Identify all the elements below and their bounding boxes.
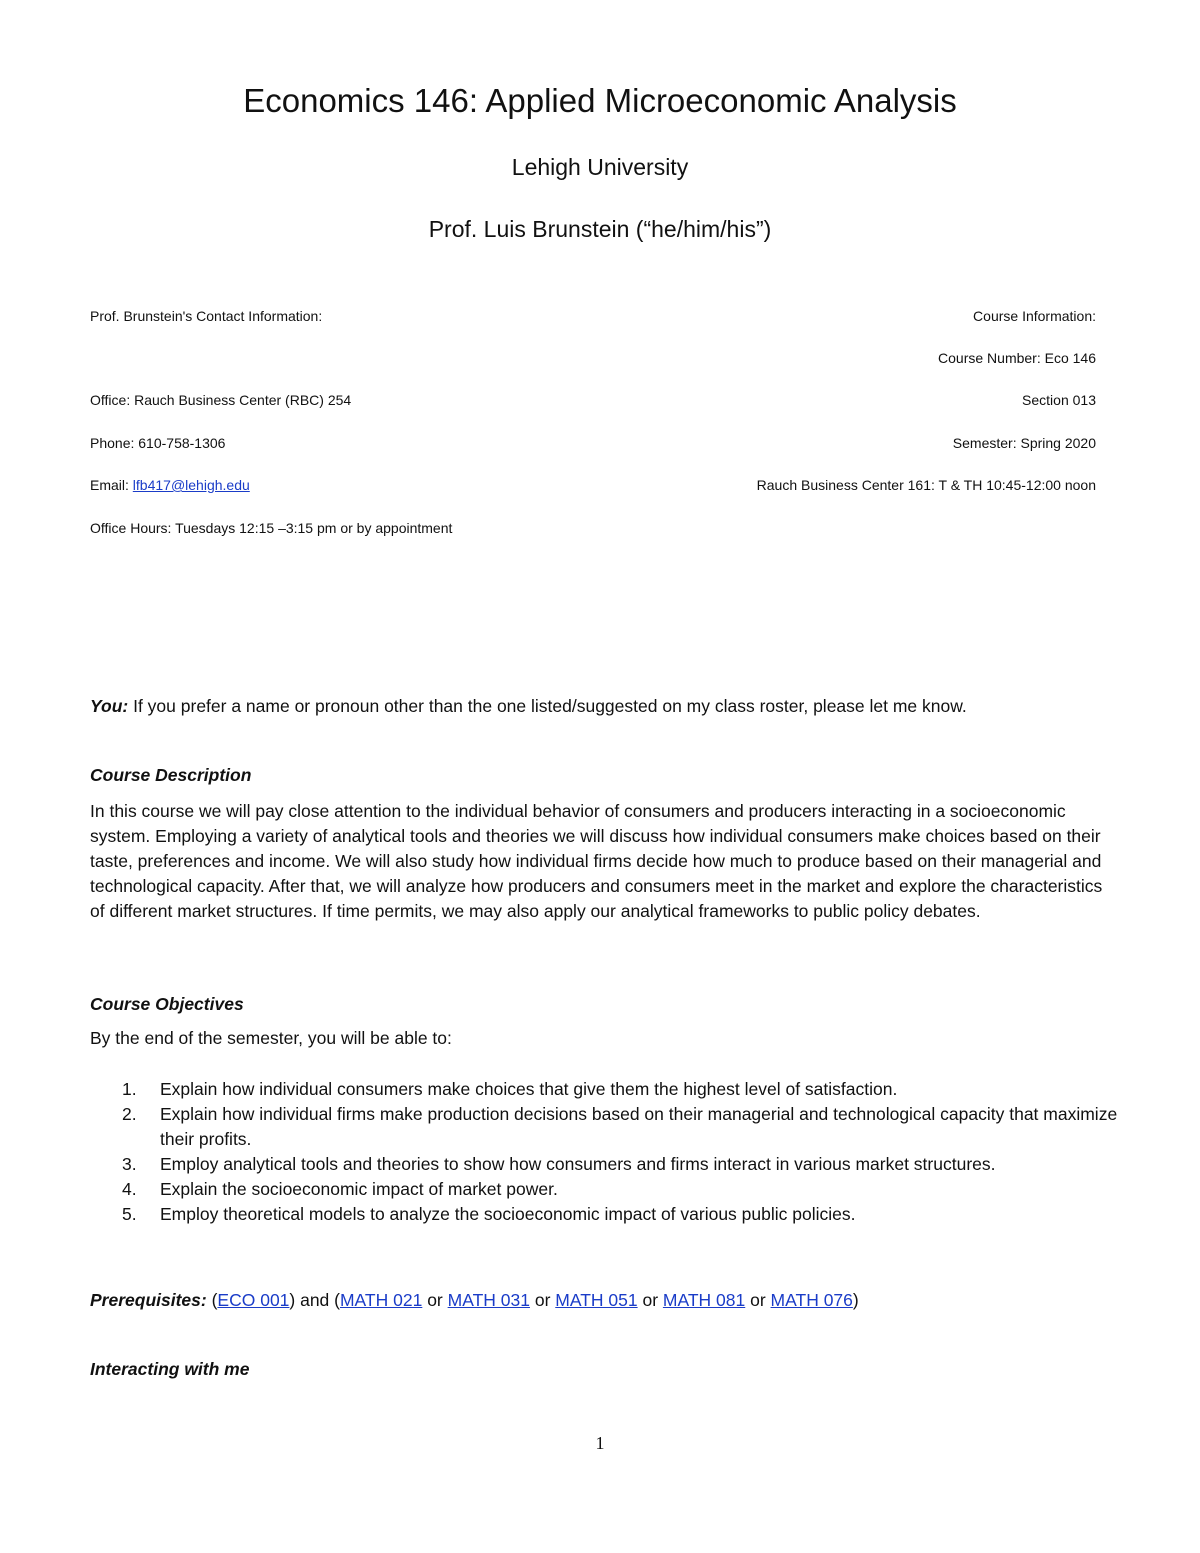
interacting-heading: Interacting with me [90,1359,250,1379]
prereq-text: ) and ( [289,1290,340,1310]
pronoun-text: If you prefer a name or pronoun other than the one listed/suggested on my class roster, please let me know. [128,696,967,716]
email-line [90,475,250,495]
course-description-text: In this course we will pay close attention to the individual behavior of consumers and producers interacting in a socioeconomic system. Employing a variety of analytical tools and theories we will discuss how individual consumers make choices based on their taste, preferences and income. We will also study how individual firms decide how much to produce based on their managerial and technological capacity. After that, we will analyze how producers and consumers meet in the market and explore the characteristics of different market structures. If time permits, we may also apply our analytical frameworks to public policy debates. [90,801,1103,921]
list-item [90,1077,1120,1102]
prereq-text: or [529,1290,556,1310]
prereq-text: ) [852,1290,859,1310]
pronoun-note [90,694,1120,719]
section-line: Section 013 [1022,392,1096,408]
prereq-link-math051[interactable]: MATH 051 [555,1290,638,1310]
prereq-link-math021[interactable]: MATH 021 [339,1290,423,1310]
page-number: 1 [595,1433,605,1453]
location-line: Rauch Business Center 161: T & TH 10:45-12:00 noon [756,477,1096,493]
prereq-text: or [422,1290,448,1310]
list-item [90,1177,1120,1202]
course-description-heading: Course Description [90,765,252,785]
list-item-text: Explain how individual firms make production decisions based on their managerial and technological capacity that maximize their profits. [160,1104,1118,1149]
semester-line: Semester: Spring 2020 [952,435,1096,451]
prerequisites-line [90,1288,1120,1313]
professor-name: Prof. Luis Brunstein (“he/him/his”) [428,216,772,242]
phone-line: Phone: 610-758-1306 [90,435,226,451]
list-item-text: Employ theoretical models to analyze the socioeconomic impact of various public policies. [160,1204,856,1224]
office-line: Office: Rauch Business Center (RBC) 254 [90,392,352,408]
list-item-number: 2. [122,1104,137,1124]
list-item-text: Employ analytical tools and theories to show how consumers and firms interact in various market structures. [160,1154,996,1174]
prereq-text: ( [206,1290,218,1310]
list-item-number: 5. [122,1204,137,1224]
email-label: Email: [90,477,133,493]
prereq-link-math081[interactable]: MATH 081 [662,1290,746,1310]
list-item-number: 3. [122,1154,137,1174]
list-item-number: 1. [122,1079,137,1099]
list-item [90,1102,1120,1152]
prereq-link-math076[interactable]: MATH 076 [770,1290,853,1310]
document-title: Economics 146: Applied Microeconomic Analysis [243,82,957,119]
prereq-link-eco001[interactable]: ECO 001 [217,1290,290,1310]
email-link[interactable]: lfb417@lehigh.edu [132,477,250,493]
course-objectives-heading: Course Objectives [90,994,244,1014]
list-item [90,1152,1120,1177]
university-name: Lehigh University [511,154,689,180]
you-label: You: [90,696,129,716]
course-number-line: Course Number: Eco 146 [938,350,1096,366]
prereq-text: or [745,1290,771,1310]
list-item-text: Explain how individual consumers make choices that give them the highest level of satisfaction. [160,1079,898,1099]
office-hours-line: Office Hours: Tuesdays 12:15 –3:15 pm or by appointment [90,520,453,536]
course-info-heading: Course Information: [973,308,1096,324]
prerequisites-label: Prerequisites: [90,1290,207,1310]
list-item-number: 4. [122,1179,137,1199]
list-item [90,1202,1120,1227]
contact-heading: Prof. Brunstein's Contact Information: [90,308,323,324]
objectives-intro: By the end of the semester, you will be able to: [90,1028,452,1048]
prereq-text: or [637,1290,663,1310]
objectives-list [90,1077,1120,1227]
list-item-text: Explain the socioeconomic impact of market power. [160,1179,558,1199]
prereq-link-math031[interactable]: MATH 031 [447,1290,530,1310]
